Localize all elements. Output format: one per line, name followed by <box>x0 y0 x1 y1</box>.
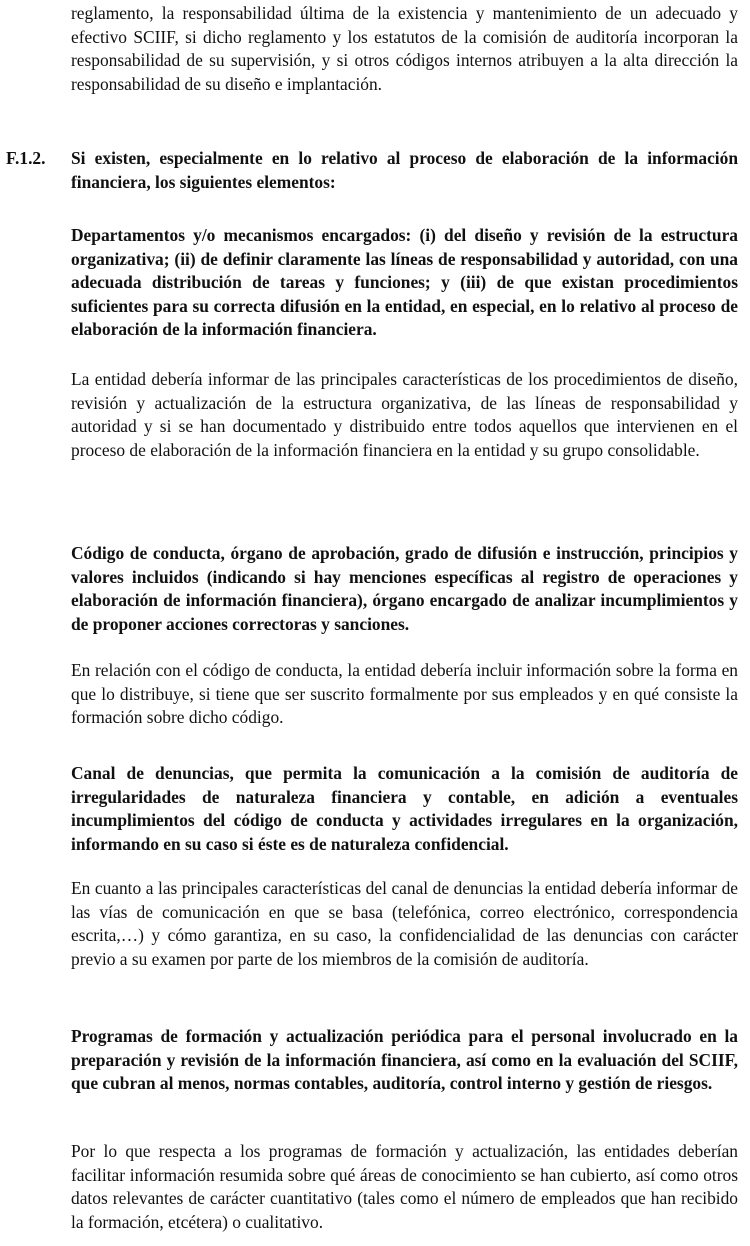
item-body-codigo-conducta: En relación con el código de conducta, la entidad debería incluir información sobre la forma en que lo distribuye, si tiene que ser suscrito formalmente por sus empleados y en qué consiste la formación sobre dicho código. <box>71 660 738 728</box>
item-body-canal-denuncias: En cuanto a las principales características del canal de denuncias la entidad debería informar de las vías de comunicación en que se basa (telefónica, correo electrónico, correspondencia escrita,…) y cómo garantiza, en su caso, la confidencialidad de las denuncias con carácter previo a su examen por parte de los miembros de la comisión de auditoría. <box>71 878 738 969</box>
intro-paragraph: reglamento, la responsabilidad última de la existencia y mantenimiento de un adecuado y efectivo SCIIF, si dicho reglamento y los estatutos de la comisión de auditoría incorporan la responsabilidad de su supervisión, y si otros códigos internos atribuyen a la alta dirección la responsabilidad de su diseño e implantación. <box>71 3 738 94</box>
item-body-departamentos: La entidad debería informar de las principales características de los procedimientos de diseño, revisión y actualización de la estructura organizativa, de las líneas de responsabilidad y autoridad y si se han documentado y distribuido entre todos aquellos que intervienen en el proceso de elaboración de la información financiera en la entidad y su grupo consolidable. <box>71 369 738 460</box>
section-heading: Si existen, especialmente en lo relativo al proceso de elaboración de la información financiera, los siguientes elementos: <box>71 148 738 192</box>
section-number: F.1.2. <box>6 148 46 168</box>
item-heading-codigo-conducta: Código de conducta, órgano de aprobación, grado de difusión e instrucción, principios y valores incluidos (indicando si hay menciones específicas al registro de operaciones y elaboración de información financiera), órgano encargado de analizar incumplimientos y de proponer acciones correctoras y sanciones. <box>71 543 738 634</box>
item-heading-programas-formacion: Programas de formación y actualización periódica para el personal involucrado en la preparación y revisión de la información financiera, así como en la evaluación del SCIIF, que cubran al menos, normas contables, auditoría, control interno y gestión de riesgos. <box>71 1026 738 1094</box>
item-body-programas-formacion: Por lo que respecta a los programas de formación y actualización, las entidades deberían facilitar información resumida sobre qué áreas de conocimiento se han cubierto, así como otros datos relevantes de carácter cuantitativo (tales como el número de empleados que han recibido la formación, etcétera) o cualitativo. <box>71 1141 738 1232</box>
item-heading-departamentos: Departamentos y/o mecanismos encargados: (i) del diseño y revisión de la estructura organizativa; (ii) de definir claramente las líneas de responsabilidad y autoridad, con una adecuada distribución de tareas y funciones; y (iii) de que existan procedimientos suficientes para su correcta difusión en la entidad, en especial, en lo relativo al proceso de elaboración de la información financiera. <box>71 225 738 340</box>
item-heading-canal-denuncias: Canal de denuncias, que permita la comunicación a la comisión de auditoría de irregularidades de naturaleza financiera y contable, en adición a eventuales incumplimientos del código de conducta y actividades irregulares en la organización, informando en su caso si éste es de naturaleza confidencial. <box>71 763 738 854</box>
